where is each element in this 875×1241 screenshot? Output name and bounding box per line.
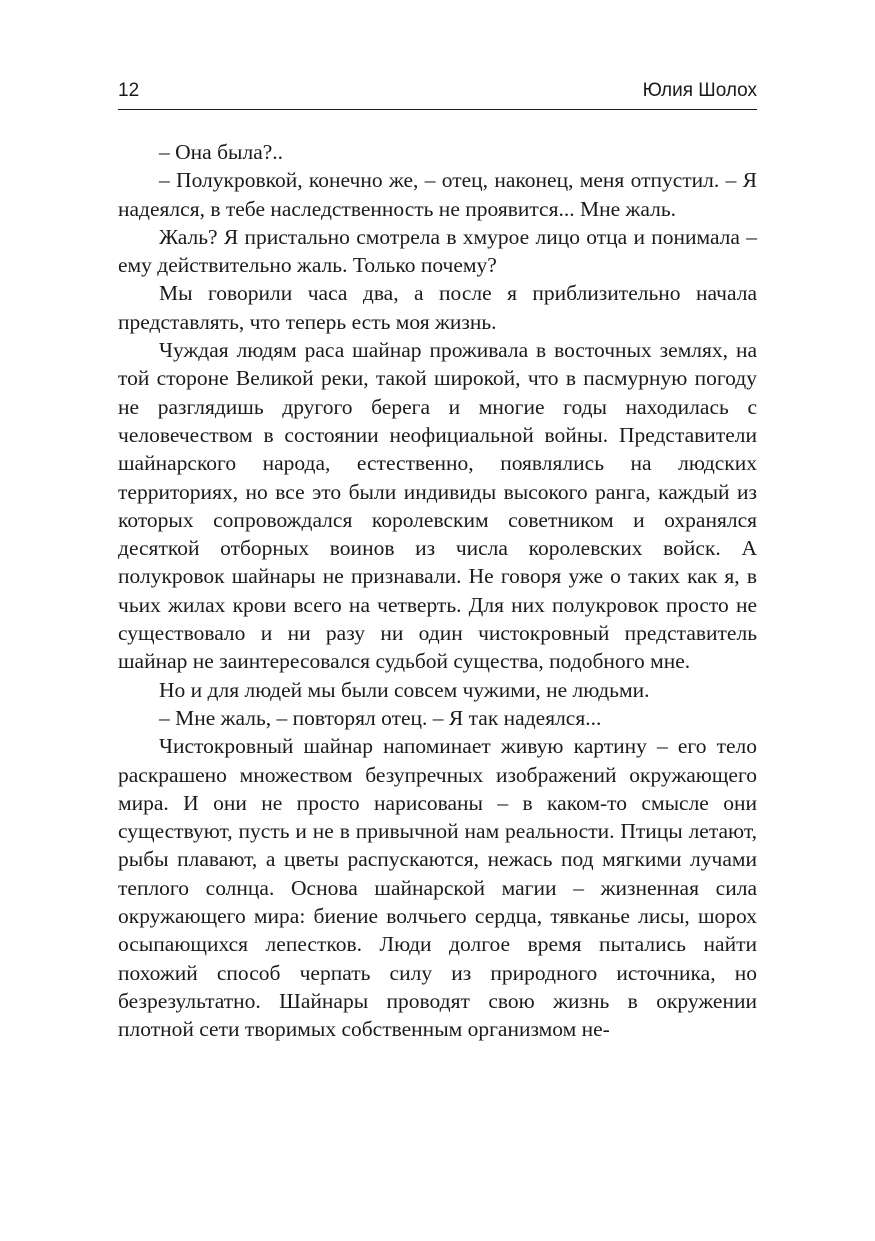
body-text	[118, 138, 757, 1044]
paragraph: Чистокровный шайнар напоминает живую картину – его тело раскрашено множеством безупречных изображений окружающего мира. И они не просто нарисованы – в каком-то смысле они существуют, пусть и не в привычной нам реальности. Птицы летают, рыбы плавают, а цветы распускаются, нежась под мягкими лучами теплого солнца. Основа шайнарской магии – жизненная сила окружающего мира: биение волчьего сердца, тявканье лисы, шорох осыпающихся лепестков. Люди долгое время пытались найти похожий способ черпать силу из природного источника, но безрезультатно. Шайнары проводят свою жизнь в окружении плотной сети творимых собственным организмом не-	[118, 734, 757, 1042]
page-number: 12	[118, 80, 140, 101]
running-header	[118, 80, 757, 104]
paragraph: Жаль? Я пристально смотрела в хмурое лицо отца и понимала – ему действительно жаль. Только почему?	[118, 224, 757, 278]
paragraph: – Мне жаль, – повторял отец. – Я так надеялся...	[159, 705, 602, 730]
paragraph: – Полукровкой, конечно же, – отец, наконец, меня отпустил. – Я надеялся, в тебе наследственность не проявится... Мне жаль.	[118, 168, 757, 221]
author-name: Юлия Шолох	[642, 80, 757, 101]
paragraph: Мы говорили часа два, а после я приблизительно начала представлять, что теперь есть моя жизнь.	[118, 281, 757, 334]
paragraph: Но и для людей мы были совсем чужими, не людьми.	[159, 677, 650, 702]
paragraph: Чуждая людям раса шайнар проживала в восточных землях, на той стороне Великой реки, такой широкой, что в пасмурную погоду не разглядишь другого берега и многие годы находилась с человечеством в состоянии неофициальной войны. Представители шайнарского народа, естественно, появлялись на людских территориях, но все это были индивиды высокого ранга, каждый из которых сопровождался королевским советником и охранялся десяткой отборных воинов из числа королевских войск. А полукровок шайнары не признавали. Не говоря уже о таких как я, в чьих жилах крови всего на четверть. Для них полукровок просто не существовало и ни разу ни один чистокровный представитель шайнар не заинтересовался судьбой существа, подобного мне.	[118, 338, 757, 674]
header-rule	[118, 109, 757, 110]
paragraph: – Она была?..	[159, 140, 284, 164]
